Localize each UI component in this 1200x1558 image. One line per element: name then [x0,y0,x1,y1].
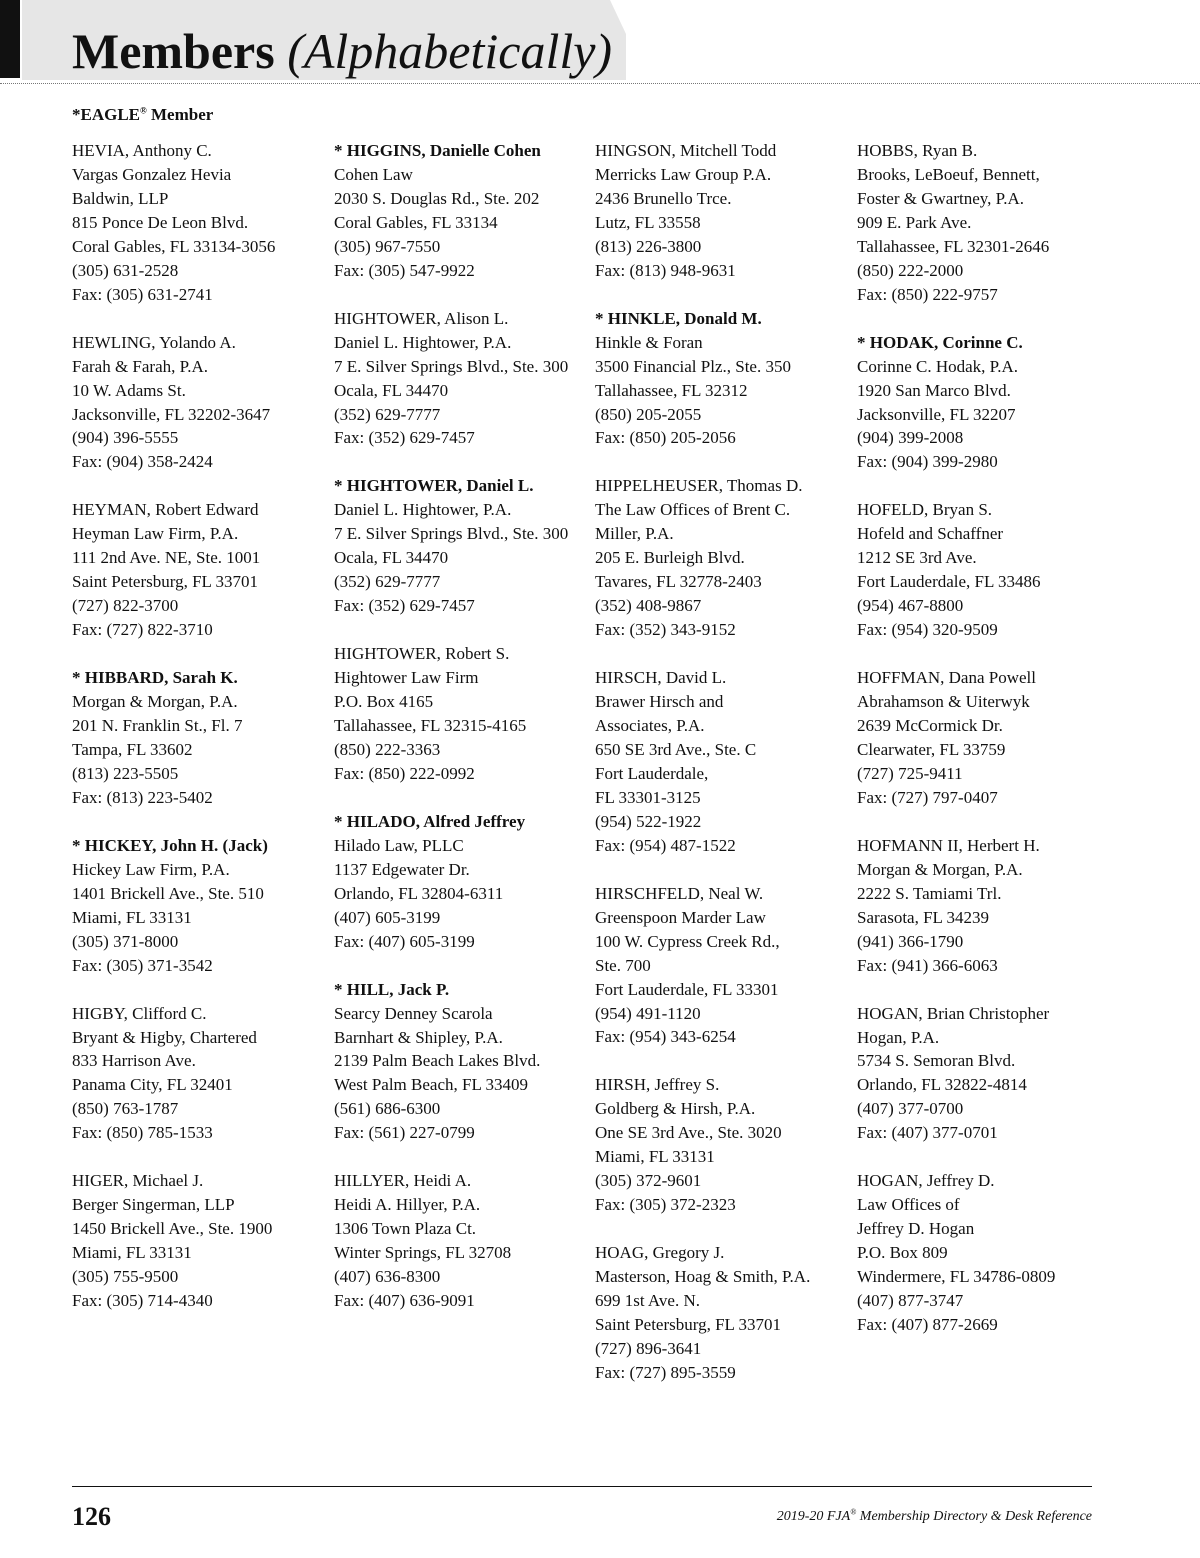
member-detail-line: Fax: (850) 222-0992 [334,763,475,783]
member-detail-line: Fax: (305) 372-2323 [595,1195,736,1215]
member-detail-line: 3500 Financial Plz., Ste. 350 [595,356,791,376]
member-detail-line: Baldwin, LLP [72,188,169,208]
member-name: HOFELD, Bryan S. [857,500,993,520]
eagle-legend [72,103,213,127]
member-entry [334,474,584,618]
member-detail-line: Heidi A. Hillyer, P.A. [334,1195,481,1215]
member-detail-line: Saint Petersburg, FL 33701 [72,572,259,592]
member-detail-line: Heyman Law Firm, P.A. [72,524,239,544]
member-entry [857,1169,1107,1337]
member-detail-line: Jeffrey D. Hogan [857,1219,975,1239]
member-detail-line: 909 E. Park Ave. [857,212,972,232]
member-entry [72,331,322,475]
member-detail-line: (305) 371-8000 [72,931,179,951]
member-entry [857,331,1107,475]
member-entry [334,978,584,1146]
member-detail-line: Winter Springs, FL 32708 [334,1243,512,1263]
member-name: HIRSCHFELD, Neal W. [595,883,764,903]
member-detail-line: 1306 Town Plaza Ct. [334,1219,477,1239]
member-detail-line: (407) 605-3199 [334,907,441,927]
member-name: * HICKEY, John H. (Jack) [72,835,268,855]
member-detail-line: 1920 San Marco Blvd. [857,380,1011,400]
member-detail-line: (941) 366-1790 [857,931,964,951]
member-detail-line: 201 N. Franklin St., Fl. 7 [72,716,243,736]
member-detail-line: (305) 967-7550 [334,236,441,256]
page-number: 126 [72,1502,111,1531]
member-detail-line: (904) 396-5555 [72,428,179,448]
member-detail-line: Fax: (941) 366-6063 [857,955,998,975]
member-detail-line: 7 E. Silver Springs Blvd., Ste. 300 [334,524,569,544]
member-detail-line: 205 E. Burleigh Blvd. [595,548,745,568]
member-entry [595,139,845,283]
member-detail-line: Fax: (407) 877-2669 [857,1314,998,1334]
member-detail-line: Foster & Gwartney, P.A. [857,188,1024,208]
member-name: HIGBY, Clifford C. [72,1003,207,1023]
member-entry [72,1169,322,1313]
member-entry [334,810,584,954]
member-detail-line: Orlando, FL 32822-4814 [857,1075,1027,1095]
member-entry [857,1002,1107,1146]
member-detail-line: Hogan, P.A. [857,1027,940,1047]
member-detail-line: (407) 636-8300 [334,1267,441,1287]
member-detail-line: (850) 222-2000 [857,260,964,280]
member-detail-line: (850) 205-2055 [595,404,702,424]
member-detail-line: 111 2nd Ave. NE, Ste. 1001 [72,548,261,568]
member-detail-line: 10 W. Adams St. [72,380,186,400]
member-entry [334,139,584,283]
member-name: * HODAK, Corinne C. [857,332,1023,352]
member-name: HEYMAN, Robert Edward [72,500,259,520]
member-detail-line: 1212 SE 3rd Ave. [857,548,977,568]
member-detail-line: Hickey Law Firm, P.A. [72,859,230,879]
page-title-main: Members [72,23,275,79]
member-detail-line: Greenspoon Marder Law [595,907,766,927]
member-detail-line: Masterson, Hoag & Smith, P.A. [595,1267,811,1287]
member-entry [72,834,322,978]
member-name: HEWLING, Yolando A. [72,332,236,352]
member-detail-line: Fax: (305) 547-9922 [334,260,475,280]
member-detail-line: Fax: (305) 631-2741 [72,284,213,304]
eagle-legend-suffix: Member [146,105,214,124]
member-detail-line: (954) 522-1922 [595,811,702,831]
header-black-bar [0,0,20,78]
member-detail-line: Fort Lauderdale, FL 33301 [595,979,779,999]
member-detail-line: 100 W. Cypress Creek Rd., [595,931,780,951]
member-detail-line: Barnhart & Shipley, P.A. [334,1027,503,1047]
member-detail-line: Ocala, FL 34470 [334,380,449,400]
member-detail-line: Farah & Farah, P.A. [72,356,208,376]
member-detail-line: 833 Harrison Ave. [72,1051,196,1071]
member-entry [72,139,322,307]
member-detail-line: 2222 S. Tamiami Trl. [857,883,1002,903]
member-detail-line: 2639 McCormick Dr. [857,716,1003,736]
member-detail-line: (352) 629-7777 [334,572,441,592]
member-detail-line: Daniel L. Hightower, P.A. [334,500,512,520]
member-name: HIPPELHEUSER, Thomas D. [595,476,803,496]
member-detail-line: (352) 629-7777 [334,404,441,424]
member-detail-line: Law Offices of [857,1195,960,1215]
member-detail-line: Hofeld and Schaffner [857,524,1004,544]
member-entry [595,474,845,642]
member-name: * HINKLE, Donald M. [595,308,762,328]
member-entry [595,666,845,858]
member-detail-line: Abrahamson & Uiterwyk [857,692,1030,712]
member-detail-line: Sarasota, FL 34239 [857,907,990,927]
member-detail-line: (850) 763-1787 [72,1099,179,1119]
member-detail-line: (954) 491-1120 [595,1003,701,1023]
member-entry [72,1002,322,1146]
member-detail-line: Tavares, FL 32778-2403 [595,572,762,592]
member-detail-line: Associates, P.A. [595,716,705,736]
member-detail-line: Fax: (352) 629-7457 [334,596,475,616]
member-detail-line: 1401 Brickell Ave., Ste. 510 [72,883,264,903]
publication-title-prefix: 2019-20 FJA [776,1509,851,1524]
member-entry [857,498,1107,642]
directory-column-2 [334,139,584,1337]
member-detail-line: Hightower Law Firm [334,668,479,688]
page-title [72,20,612,82]
member-name: * HIGHTOWER, Daniel L. [334,476,534,496]
header-dotted-rule [0,83,1200,84]
member-name: HILLYER, Heidi A. [334,1171,472,1191]
member-detail-line: 2436 Brunello Trce. [595,188,732,208]
member-name: * HILADO, Alfred Jeffrey [334,811,526,831]
member-detail-line: P.O. Box 4165 [334,692,434,712]
member-detail-line: 2030 S. Douglas Rd., Ste. 202 [334,188,540,208]
member-entry [857,139,1107,307]
member-detail-line: Fax: (813) 223-5402 [72,787,213,807]
member-detail-line: (407) 877-3747 [857,1291,964,1311]
member-detail-line: 1450 Brickell Ave., Ste. 1900 [72,1219,273,1239]
member-detail-line: Morgan & Morgan, P.A. [857,859,1023,879]
member-detail-line: Fort Lauderdale, [595,763,709,783]
member-name: HIRSCH, David L. [595,668,727,688]
member-detail-line: Tampa, FL 33602 [72,739,193,759]
member-name: HEVIA, Anthony C. [72,141,212,160]
member-entry [595,882,845,1050]
member-detail-line: West Palm Beach, FL 33409 [334,1075,528,1095]
member-detail-line: Goldberg & Hirsh, P.A. [595,1099,756,1119]
member-name: HIGER, Michael J. [72,1171,204,1191]
footer-rule [72,1486,1092,1487]
member-detail-line: Merricks Law Group P.A. [595,164,772,184]
member-entry [857,834,1107,978]
member-detail-line: Miami, FL 33131 [72,1243,192,1263]
member-detail-line: Fax: (352) 343-9152 [595,620,736,640]
member-entry [595,307,845,451]
member-detail-line: Lutz, FL 33558 [595,212,701,232]
member-detail-line: (305) 372-9601 [595,1171,702,1191]
member-detail-line: (904) 399-2008 [857,428,964,448]
member-detail-line: Fax: (727) 895-3559 [595,1362,736,1382]
publication-title-reg: ® [850,1507,857,1517]
member-detail-line: Fax: (850) 222-9757 [857,284,998,304]
directory-column-1 [72,139,322,1337]
member-detail-line: Searcy Denney Scarola [334,1003,493,1023]
member-detail-line: Brawer Hirsch and [595,692,724,712]
member-detail-line: 7 E. Silver Springs Blvd., Ste. 300 [334,356,569,376]
member-detail-line: One SE 3rd Ave., Ste. 3020 [595,1123,782,1143]
member-detail-line: Jacksonville, FL 32202-3647 [72,404,271,424]
member-detail-line: 2139 Palm Beach Lakes Blvd. [334,1051,541,1071]
member-detail-line: (305) 631-2528 [72,260,179,280]
member-detail-line: Fax: (305) 371-3542 [72,955,213,975]
eagle-legend-prefix: *EAGLE [72,105,141,124]
member-detail-line: Miami, FL 33131 [72,907,192,927]
member-detail-line: Tallahassee, FL 32315-4165 [334,716,527,736]
member-detail-line: Berger Singerman, LLP [72,1195,235,1215]
member-name: HOGAN, Jeffrey D. [857,1171,995,1191]
member-detail-line: Tallahassee, FL 32301-2646 [857,236,1050,256]
member-entry [334,1169,584,1313]
member-detail-line: Fax: (813) 948-9631 [595,260,736,280]
member-detail-line: Fax: (305) 714-4340 [72,1291,213,1311]
member-detail-line: Fax: (407) 636-9091 [334,1291,475,1311]
member-detail-line: Fax: (904) 358-2424 [72,452,213,472]
member-detail-line: Fax: (407) 605-3199 [334,931,475,951]
member-name: HOBBS, Ryan B. [857,141,978,160]
page-title-sub: (Alphabetically) [287,23,613,79]
member-detail-line: Coral Gables, FL 33134-3056 [72,236,276,256]
member-detail-line: Panama City, FL 32401 [72,1075,233,1095]
member-detail-line: Ocala, FL 34470 [334,548,449,568]
member-detail-line: Fax: (727) 797-0407 [857,787,998,807]
member-detail-line: Hilado Law, PLLC [334,835,464,855]
member-name: * HIBBARD, Sarah K. [72,668,238,688]
member-detail-line: Coral Gables, FL 33134 [334,212,498,232]
member-detail-line: Bryant & Higby, Chartered [72,1027,257,1047]
member-detail-line: The Law Offices of Brent C. [595,500,791,520]
member-detail-line: Fax: (352) 629-7457 [334,428,475,448]
member-detail-line: Fax: (954) 487-1522 [595,835,736,855]
member-detail-line: Fax: (954) 343-6254 [595,1027,736,1047]
member-detail-line: 1137 Edgewater Dr. [334,859,470,879]
member-entry [595,1073,845,1217]
member-detail-line: FL 33301-3125 [595,787,701,807]
member-detail-line: (727) 896-3641 [595,1338,702,1358]
member-name: HOFFMAN, Dana Powell [857,668,1036,688]
member-detail-line: Saint Petersburg, FL 33701 [595,1314,782,1334]
member-detail-line: 5734 S. Semoran Blvd. [857,1051,1016,1071]
member-detail-line: (850) 222-3363 [334,739,441,759]
member-detail-line: Ste. 700 [595,955,651,975]
member-detail-line: Fax: (850) 785-1533 [72,1123,213,1143]
directory-column-4 [857,139,1107,1361]
member-name: HOFMANN II, Herbert H. [857,835,1040,855]
member-name: * HILL, Jack P. [334,979,450,999]
member-detail-line: Fax: (407) 377-0701 [857,1123,998,1143]
member-detail-line: Fort Lauderdale, FL 33486 [857,572,1041,592]
member-entry [334,642,584,786]
eagle-legend-reg: ® [140,105,147,116]
member-detail-line: Windermere, FL 34786-0809 [857,1267,1056,1287]
member-detail-line: (954) 467-8800 [857,596,964,616]
member-detail-line: Miami, FL 33131 [595,1147,715,1167]
member-detail-line: Jacksonville, FL 32207 [857,404,1016,424]
member-detail-line: Vargas Gonzalez Hevia [72,164,232,184]
member-detail-line: Fax: (727) 822-3710 [72,620,213,640]
member-detail-line: (305) 755-9500 [72,1267,179,1287]
member-name: HIGHTOWER, Alison L. [334,308,509,328]
member-detail-line: 650 SE 3rd Ave., Ste. C [595,739,757,759]
publication-title [777,1506,1092,1528]
member-detail-line: Cohen Law [334,164,413,184]
member-detail-line: 815 Ponce De Leon Blvd. [72,212,249,232]
member-detail-line: (727) 822-3700 [72,596,179,616]
member-name: HIGHTOWER, Robert S. [334,644,510,664]
member-detail-line: Orlando, FL 32804-6311 [334,883,504,903]
member-name: HINGSON, Mitchell Todd [595,141,777,160]
member-detail-line: Miller, P.A. [595,524,674,544]
member-detail-line: Clearwater, FL 33759 [857,739,1006,759]
member-entry [72,498,322,642]
member-detail-line: P.O. Box 809 [857,1243,948,1263]
member-name: HOAG, Gregory J. [595,1243,725,1263]
member-detail-line: (407) 377-0700 [857,1099,964,1119]
member-name: * HIGGINS, Danielle Cohen [334,141,541,160]
member-detail-line: Brooks, LeBoeuf, Bennett, [857,164,1040,184]
directory-column-3 [595,139,845,1409]
member-detail-line: Hinkle & Foran [595,332,703,352]
member-entry [334,307,584,451]
member-detail-line: Fax: (904) 399-2980 [857,452,998,472]
member-name: HIRSH, Jeffrey S. [595,1075,720,1095]
member-detail-line: Fax: (561) 227-0799 [334,1123,475,1143]
member-name: HOGAN, Brian Christopher [857,1003,1050,1023]
member-detail-line: (561) 686-6300 [334,1099,441,1119]
member-detail-line: (813) 226-3800 [595,236,702,256]
member-detail-line: Corinne C. Hodak, P.A. [857,356,1019,376]
member-detail-line: (352) 408-9867 [595,596,702,616]
member-entry [857,666,1107,810]
member-detail-line: Fax: (850) 205-2056 [595,428,736,448]
member-detail-line: Tallahassee, FL 32312 [595,380,748,400]
member-detail-line: (727) 725-9411 [857,763,963,783]
member-detail-line: Daniel L. Hightower, P.A. [334,332,512,352]
member-detail-line: Morgan & Morgan, P.A. [72,692,238,712]
member-detail-line: (813) 223-5505 [72,763,179,783]
publication-title-suffix: Membership Directory & Desk Reference [856,1509,1092,1524]
member-detail-line: Fax: (954) 320-9509 [857,620,998,640]
member-detail-line: 699 1st Ave. N. [595,1291,700,1311]
member-entry [72,666,322,810]
member-entry [595,1241,845,1385]
